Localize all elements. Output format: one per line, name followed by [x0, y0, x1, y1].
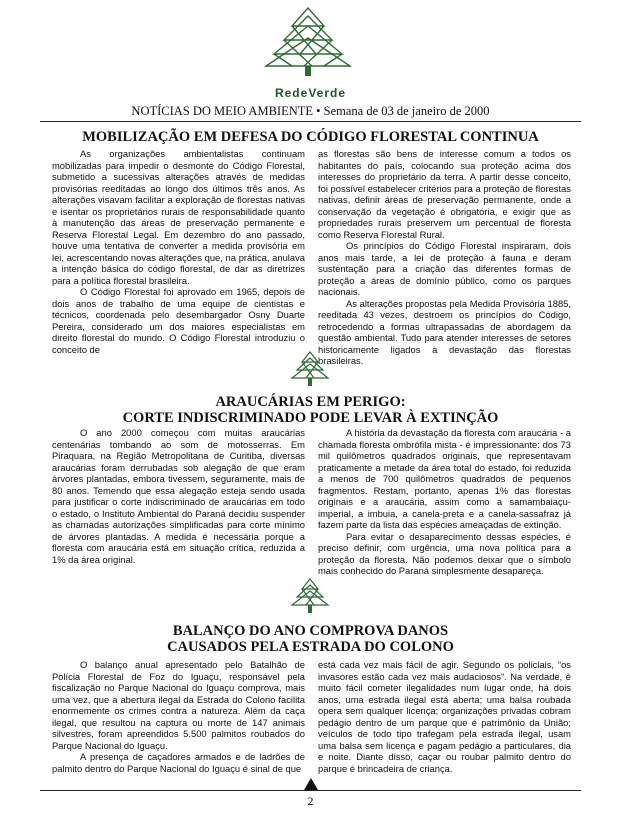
paragraph: O ano 2000 começou com muitas araucárias centenárias tombando ao som de motosserras. Em Piraquara, na Região Metropolitana de Curitiba, diversas araucárias foram derrubadas sob alegação de que eram árvores plantadas, embora tivessem, seguramente, mais de 80 anos. Temendo que essa alegação esteja sendo usada para justificar o corte indiscriminado de araucárias em todo o estado, o Instituto Ambiental do Paraná decidiu suspender as chamadas autorizações simplificadas para corte mínimo de árvores plantadas. A medida é necessária porque a floresta com araucária está em situação crítica, reduzida a 1% da área original.	[52, 427, 305, 565]
article-3-body	[52, 659, 571, 774]
article-2-right-column	[318, 427, 571, 577]
article-1-left-column	[52, 148, 305, 367]
article-2-body	[52, 427, 571, 577]
page-number: 2	[307, 794, 314, 808]
header-rule	[40, 121, 581, 122]
paragraph: As alterações propostas pela Medida Provisória 1885, reeditada 43 vezes, destroem os princípios do Código, retrocedendo a formas ultrapassadas de abordagem da questão ambiental. Tudo para atender interesses de setores historicamente ligados à devastação das florestas brasileiras.	[318, 297, 571, 366]
paragraph: está cada vez mais fácil de agir. Segundo os policiais, “os invasores estão cada vez mais audaciosos”. Na verdade, é muito fácil cometer ilegalidades num lugar onde, há dois anos, uma estrada ilegal está aberta; uma balsa roubada opera sem qualquer licença; organizações privadas cobram pedágio dentro de um parque que é patrimônio da União; veículos de todo tipo trafegam pela estrada ilegal, usam uma balsa sem licença e pagam pedágio a particulares, dia e noite. Diante disso, caçar ou roubar palmito dentro do parque é brincadeira de criança.	[318, 659, 571, 774]
article-1-right-column	[318, 148, 571, 367]
article-2-title: ARAUCÁRIAS EM PERIGO: CORTE INDISCRIMINADO PODE LEVAR À EXTINÇÃO	[122, 394, 499, 426]
triangle-icon	[304, 778, 318, 790]
paragraph: Os princípios do Código Florestal inspiraram, dois anos mais tarde, a lei de proteção à fauna e deram sustentação para a criação das diferentes formas de proteção a áreas de domínio público, como os parques nacionais.	[318, 240, 571, 297]
tree-ornament-icon	[288, 577, 332, 617]
article-3-title: BALANÇO DO ANO COMPROVA DANOS CAUSADOS PELA ESTRADA DO COLONO	[167, 623, 454, 655]
paragraph: Para evitar o desaparecimento dessas espécies, é preciso definir, com urgência, uma nova política para a proteção da floresta. Não podemos deixar que o símbolo mais conhecido do Paraná simplesmente desapareça.	[318, 530, 571, 576]
paragraph: O balanço anual apresentado pelo Batalhão de Polícia Florestal de Foz do Iguaçu, responsável pela fiscalização no Parque Nacional do Iguaçu comprova, mais uma vez, que a abertura ilegal da Estrada do Colono facilita enormemente os crimes contra a natureza. Além da caça ilegal, que resultou na captura ou morte de 147 animais silvestres, foram apreendidos 5.500 palmitos roubados do Parque Nacional do Iguaçu.	[52, 659, 305, 751]
article-3-right-column	[318, 659, 571, 774]
paragraph: A presença de caçadores armados e de ladrões de palmito dentro do Parque Nacional do Iguaçu é sinal de que	[52, 751, 305, 774]
article-3-left-column	[52, 659, 305, 774]
article-2-left-column	[52, 427, 305, 577]
paragraph: O Código Florestal foi aprovado em 1965, depois de dois anos de trabalho de uma equipe de cientistas e técnicos, coordenada pelo desembargador Osny Duarte Pereira, considerado um dos maiores especialistas em direito florestal do mundo. O Código Florestal introduziu o conceito de	[52, 286, 305, 355]
article-1-title: MOBILIZAÇÃO EM DEFESA DO CÓDIGO FLORESTAL CONTINUA	[82, 129, 539, 145]
brand-name: RedeVerde	[274, 86, 347, 100]
tree-ornament-icon	[288, 350, 332, 390]
header-line: NOTÍCIAS DO MEIO AMBIENTE • Semana de 03 de janeiro de 2000	[131, 104, 490, 118]
redeverde-tree-logo	[262, 4, 354, 78]
article-1-body	[52, 148, 571, 367]
paragraph: as florestas são bens de interesse comum a todos os habitantes do país, colocando sua proteção acima dos interesses do proprietário da terra. A partir desse conceito, foi possível estabelecer critérios para a proteção de florestas nativas, definir áreas de preservação permanente, onde a conservação da vegetação é obrigatória, e exigir que as propriedades rurais preservem um percentual de floresta como Reserva Florestal Rural.	[318, 148, 571, 240]
paragraph: A história da devastação da floresta com araucária - a chamada floresta ombrófila mista - é impressionante: dos 73 mil quilômetros quadrados originais, que representavam praticamente a metade da área total do estado, foi reduzida a menos de 700 quilômetros quadrados de pequenos fragmentos. Restam, portanto, apenas 1% das florestas originais e a araucária, assim como a samambaiaçu-imperial, a imbuia, a canela-preta e a canela-sassafraz já fazem parte da lista das espécies ameaçadas de extinção.	[318, 427, 571, 530]
footer-rule	[40, 790, 581, 791]
paragraph: As organizações ambientalistas continuam mobilizadas para impedir o desmonte do Código Florestal, submetido a sucessivas alterações através de medidas provisórias reeditadas ao longo dos últimos três anos. As alterações visavam facilitar a exploração de florestas nativas e isentar os proprietários rurais de responsabilidade quanto à manutenção das áreas de preservação permanente e Reserva Florestal Legal. Em dezembro do ano passado, houve uma tentativa de converter a medida provisória em lei, acrescentando novas alterações que, na prática, anulava a intenção básica do código florestal, de dar as diretrizes para a política florestal brasileira.	[52, 148, 305, 286]
